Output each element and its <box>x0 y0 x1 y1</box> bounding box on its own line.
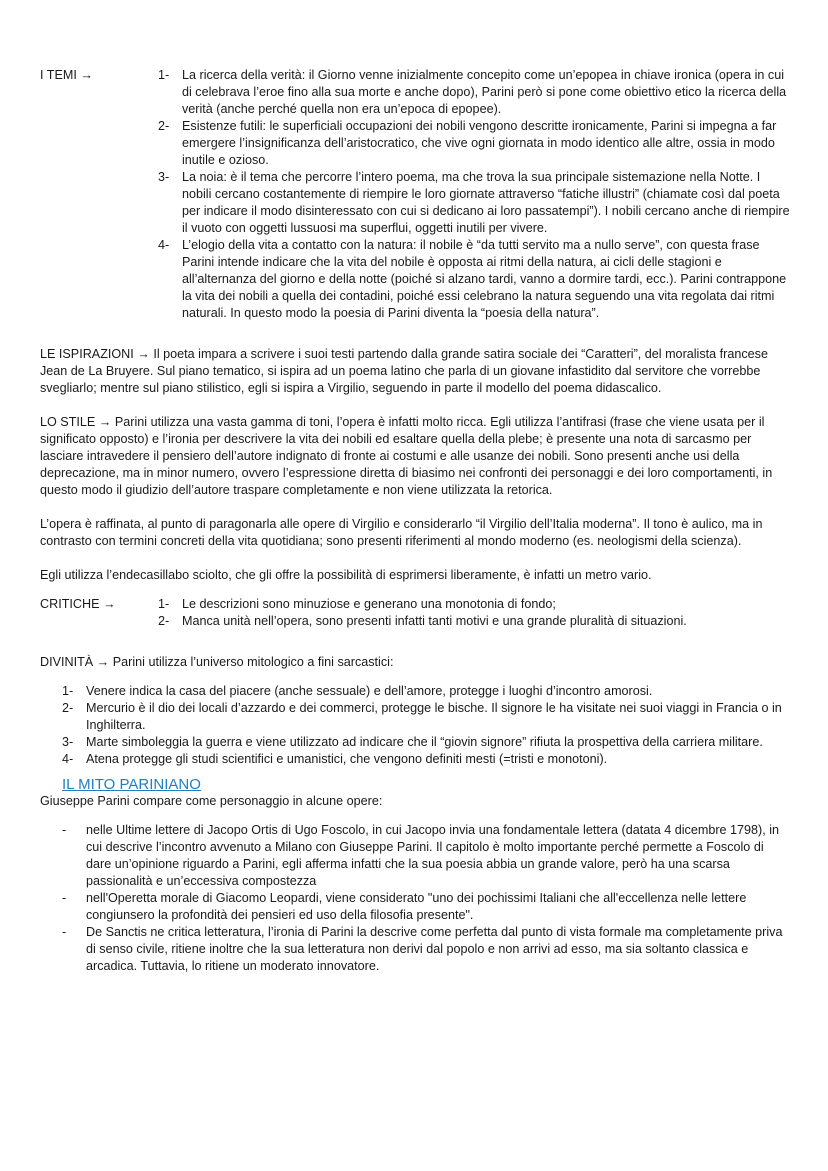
list-item <box>158 613 792 630</box>
list-text: Mercurio è il dio dei locali d’azzardo e dei commerci, protegge le bische. Il signore le ha visitate nei suoi viaggi in Francia o in Inghilterra. <box>86 701 782 732</box>
list-text: Manca unità nell’opera, sono presenti infatti tanti motivi e una grande pluralità di situazioni. <box>182 614 687 628</box>
list-text: Le descrizioni sono minuziose e generano una monotonia di fondo; <box>182 597 556 611</box>
list-text: Venere indica la casa del piacere (anche sessuale) e dell’amore, protegge i luoghi d’incontro amorosi. <box>86 684 653 698</box>
list-number: 1- <box>158 597 170 611</box>
list-item <box>158 596 792 613</box>
critiche-label: CRITICHE → <box>40 597 116 611</box>
bullet-dash: - <box>62 925 67 939</box>
mito-list <box>62 822 792 975</box>
bullet-dash: - <box>62 823 67 837</box>
ispirazioni-paragraph: LE ISPIRAZIONI → Il poeta impara a scrivere i suoi testi partendo dalla grande satira sociale dei “Caratteri”, del moralista francese Jean de La Bruyere. Sul piano tematico, si ispira ad un poema latino che parla di un giovane infastidito dal servitore che vorrebbe svegliarlo; mentre sul piano stilistico, egli si ispira a Virgilio, seguendo in parte il modello del poema didascalico. <box>40 347 768 395</box>
list-number: 1- <box>62 684 74 698</box>
list-item <box>62 734 792 751</box>
list-text: L’elogio della vita a contatto con la natura: il nobile è “da tutti servito ma a nullo serve”, con questa frase Parini intende indicare che la vita del nobile è opposta ai ritmi della natura, ai cicli delle stagioni e all’alternanza del giorno e della notte (poiché si alzano tardi, vanno a dormire tardi, ecc.). Parini contrappone la vita dei nobili a quella dei contadini, poiché essi celebrano la natura seguendo una vita regolata dai ritmi naturali. In questo modo la poesia di Parini diventa la “poesia della natura”. <box>182 238 787 320</box>
list-text: nelle Ultime lettere di Jacopo Ortis di Ugo Foscolo, in cui Jacopo invia una fondamentale lettera (datata 4 dicembre 1798), in cui descrive l’incontro avvenuto a Milano con Giuseppe Parini. Il capitolo è molto importante perché permette a Foscolo di dare un’opinione riguardo a Parini, egli afferma infatti che la sua poesia abbia un grande valore, però ha una scarsa passionalità e un’eccessiva compostezza <box>86 823 780 888</box>
list-number: 1- <box>158 68 170 82</box>
list-text: La noia: è il tema che percorre l’intero poema, ma che trova la sua principale sistemazione nella Notte. I nobili cercano costantemente di riempire le loro giornate attraverso “fatiche illustri” (chiamate così dal poeta per indicare il modo disinteressato con cui si dedicano ai loro passatempi”). I nobili cercano anche di riempire il vuoto con oggetti lussuosi ma superflui, oggetti inutili per vivere. <box>182 170 790 235</box>
list-item <box>158 169 792 237</box>
list-number: 4- <box>62 752 74 766</box>
stile-paragraph: LO STILE → Parini utilizza una vasta gamma di toni, l’opera è infatti molto ricca. Egli utilizza l’antifrasi (frase che viene usata per il significato opposto) e l’ironia per descrivere la vita dei nobili ed esaltare quella della plebe; è presente una nota di sarcasmo per lasciare intravedere il pensiero dell’autore indignato di fronte ai costumi e alle usanze dei nobili. Sono presenti anche usi della deprecazione, ma in minor numero, ovvero l’espressione diretta di biasimo nei confronti dei personaggi e dei loro comportamenti, in questo modo il giudizio dell’autore traspare completamente e non viene utilizzata la retorica. <box>40 415 773 497</box>
metro-paragraph: Egli utilizza l’endecasillabo sciolto, che gli offre la possibilità di esprimersi liberamente, è infatti un metro vario. <box>40 568 652 582</box>
list-number: 4- <box>158 238 170 252</box>
mito-intro: Giuseppe Parini compare come personaggio in alcune opere: <box>40 794 383 808</box>
list-number: 2- <box>62 701 74 715</box>
list-text: Esistenze futili: le superficiali occupazioni dei nobili vengono descritte ironicamente, Parini si impegna a far emergere l’insignificanza dell’aristocratico, che vive ogni giornata in modo identico alle altre, ossia in modo inutile e ozioso. <box>182 119 777 167</box>
list-item <box>62 924 792 975</box>
list-number: 2- <box>158 119 170 133</box>
temi-list <box>158 67 792 322</box>
list-item <box>62 822 792 890</box>
list-item <box>62 751 792 768</box>
divinita-list <box>62 683 792 768</box>
list-number: 3- <box>62 735 74 749</box>
list-item <box>62 683 792 700</box>
list-text: De Sanctis ne critica letteratura, l’ironia di Parini la descrive come perfetta dal punto di vista formale ma completamente priva di senso civile, ritiene inoltre che la sua letteratura non derivi dal popolo e non arrivi ad esso, ma sia soltanto classica e arcadica. Tuttavia, lo ritiene un moderato innovatore. <box>86 925 783 973</box>
temi-label: I TEMI → <box>40 68 93 82</box>
list-item <box>62 700 792 734</box>
critiche-section <box>40 596 792 630</box>
critiche-list <box>158 596 792 630</box>
list-item <box>158 237 792 322</box>
list-item <box>62 890 792 924</box>
mito-heading: IL MITO PARINIANO <box>62 776 201 793</box>
temi-section <box>40 67 792 322</box>
opera-paragraph: L’opera è raffinata, al punto di paragonarla alle opere di Virgilio e considerarlo “il Virgilio dell’Italia moderna”. Il tono è aulico, ma in contrasto con termini concreti della vita quotidiana; sono presenti riferimenti al mondo moderno (es. neologismi della scienza). <box>40 517 763 548</box>
list-number: 2- <box>158 614 170 628</box>
list-text: La ricerca della verità: il Giorno venne inizialmente concepito come un’epopea in chiave ironica (opera in cui di celebrava l’eroe fino alla sua morte e anche dopo), Parini però si pone come obiettivo etico la ricerca della verità (anche perché quella non era un’epoca di epopee). <box>182 68 787 116</box>
document-page <box>40 67 792 975</box>
list-number: 3- <box>158 170 170 184</box>
list-text: Atena protegge gli studi scientifici e umanistici, che vengono definiti mesti (=tristi e monotoni). <box>86 752 608 766</box>
divinita-intro: DIVINITÀ → Parini utilizza l’universo mitologico a fini sarcastici: <box>40 655 394 669</box>
list-text: nell'Operetta morale di Giacomo Leopardi, viene considerato "uno dei pochissimi Italiani che all'eccellenza nelle lettere congiunsero la profondità dei pensieri ed uso della filosofia presente". <box>86 891 747 922</box>
list-text: Marte simboleggia la guerra e viene utilizzato ad indicare che il “giovin signore” rifiuta la prospettiva della carriera militare. <box>86 735 763 749</box>
bullet-dash: - <box>62 891 67 905</box>
list-item <box>158 67 792 118</box>
list-item <box>158 118 792 169</box>
